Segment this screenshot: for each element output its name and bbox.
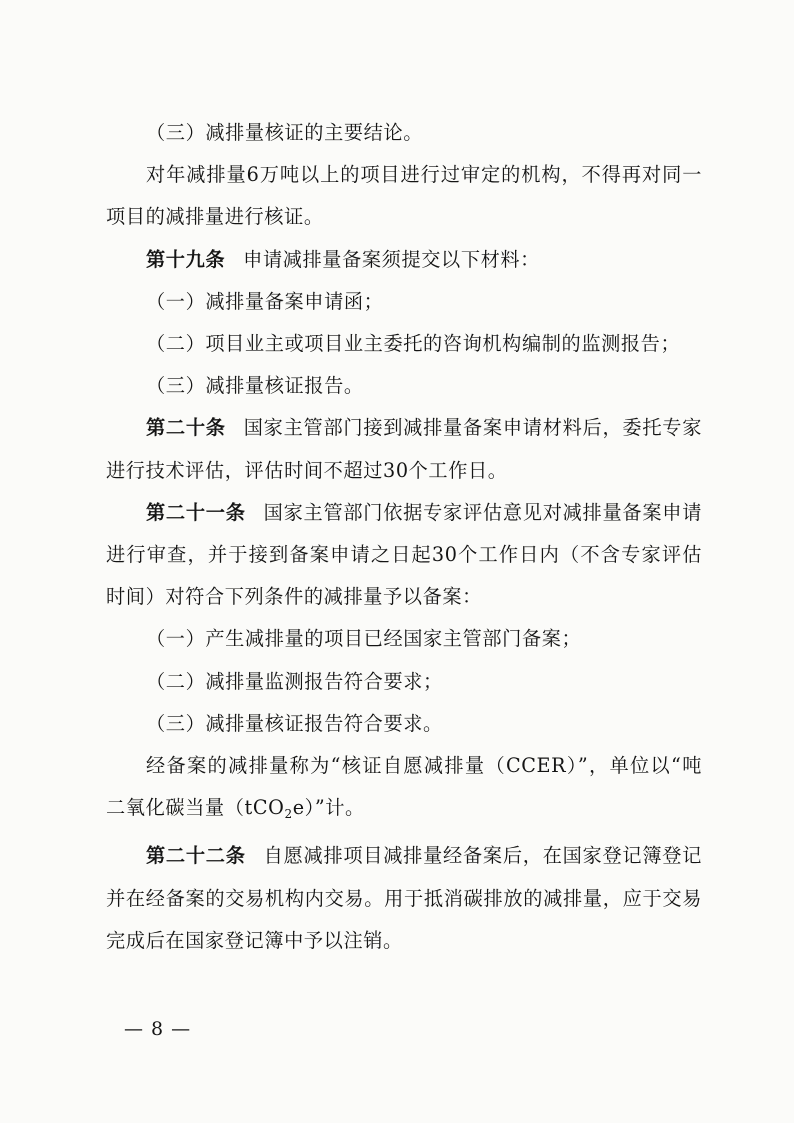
- list-item-monitoring-report: （二）项目业主或项目业主委托的咨询机构编制的监测报告；: [146, 332, 681, 356]
- article-22-heading: 第二十二条: [146, 844, 246, 868]
- article-20-text: 国家主管部门接到减排量备案申请材料后，委托专家进行技术评估，评估时间不超过30个工作日。: [106, 416, 702, 482]
- article-21: [106, 492, 702, 619]
- article-22-text: 自愿减排项目减排量经备案后，在国家登记簿登记并在经备案的交易机构内交易。用于抵消碳排放的减排量，应于交易完成后在国家登记簿中予以注销。: [106, 844, 702, 952]
- article-22: [106, 835, 702, 962]
- paragraph-ccer-definition: [106, 745, 702, 835]
- article-20: [106, 407, 702, 491]
- article-19-heading: 第十九条: [146, 247, 226, 271]
- article-19: [106, 239, 702, 281]
- list-item-verification-report: （三）减排量核证报告。: [146, 374, 364, 398]
- paragraph-verification-restriction: 对年减排量6万吨以上的项目进行过审定的机构，不得再对同一项目的减排量进行核证。: [106, 163, 702, 229]
- list-item-project-registered: （一）产生减排量的项目已经国家主管部门备案；: [146, 627, 582, 651]
- list-item-filing-letter: （一）减排量备案申请函；: [146, 289, 384, 313]
- article-21-heading: 第二十一条: [146, 500, 246, 524]
- ccer-text-before: 经备案的减排量称为“核证自愿减排量（CCER）”，单位以“吨二氧化碳当量（tCO: [106, 754, 702, 820]
- page-number: — 8 —: [124, 1018, 192, 1040]
- list-item-monitoring-compliant: （二）减排量监测报告符合要求；: [146, 669, 443, 693]
- ccer-text-after: e）”计。: [292, 796, 365, 820]
- article-20-heading: 第二十条: [146, 416, 226, 440]
- article-21-text: 国家主管部门依据专家评估意见对减排量备案申请进行审查，并于接到备案申请之日起30个工作日内（不含专家评估时间）对符合下列条件的减排量予以备案：: [106, 500, 702, 609]
- article-19-text: 申请减排量备案须提交以下材料：: [243, 247, 540, 271]
- co2-subscript: 2: [284, 807, 293, 822]
- paragraph-conclusion: （三）减排量核证的主要结论。: [146, 121, 424, 144]
- list-item-verification-compliant: （三）减排量核证报告符合要求。: [146, 711, 443, 735]
